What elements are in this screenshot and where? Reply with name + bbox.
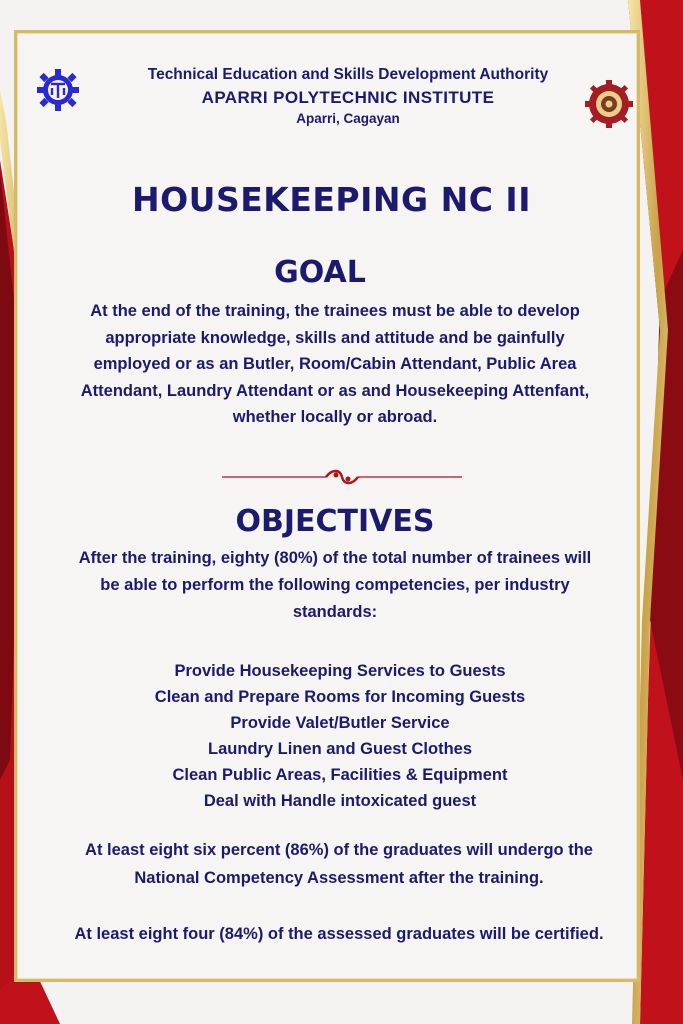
objectives-heading: OBJECTIVES <box>235 504 435 539</box>
competency-list <box>90 658 590 814</box>
certification-statement: At least eight four (84%) of the assessed graduates will be certified. <box>74 925 604 943</box>
competency-item: Provide Valet/Butler Service <box>230 714 450 732</box>
org-name: Technical Education and Skills Development Authority <box>147 66 549 83</box>
competency-item: Laundry Linen and Guest Clothes <box>207 740 473 758</box>
competency-item: Clean and Prepare Rooms for Incoming Guests <box>154 688 526 706</box>
competency-item: Clean Public Areas, Facilities & Equipment <box>172 766 508 784</box>
institute-location: Aparri, Cagayan <box>296 111 400 126</box>
assessment-statement: At least eight six percent (86%) of the graduates will undergo the National Competency Assessment after the training. <box>85 841 593 887</box>
competency-item: Provide Housekeeping Services to Guests <box>174 662 506 680</box>
page-title: HOUSEKEEPING NC II <box>132 180 531 219</box>
institute-name: APARRI POLYTECHNIC INSTITUTE <box>201 88 495 107</box>
tesda-logo <box>36 68 80 112</box>
objectives-intro: After the training, eighty (80%) of the total number of trainees will be able to perform the following competencies, per industry standards: <box>78 549 592 621</box>
goal-text: At the end of the training, the trainees must be able to develop appropriate knowledge, skills and attitude and be gainfully employed or as an Butler, Room/Cabin Attendant, Public Area Attendant, Laundry Attendant or as and Housekeeping Attenfant, whether locally or abroad. <box>80 302 590 426</box>
goal-heading: GOAL <box>274 255 366 290</box>
competency-item: Deal with Handle intoxicated guest <box>203 792 477 810</box>
ornament-divider <box>222 467 462 487</box>
